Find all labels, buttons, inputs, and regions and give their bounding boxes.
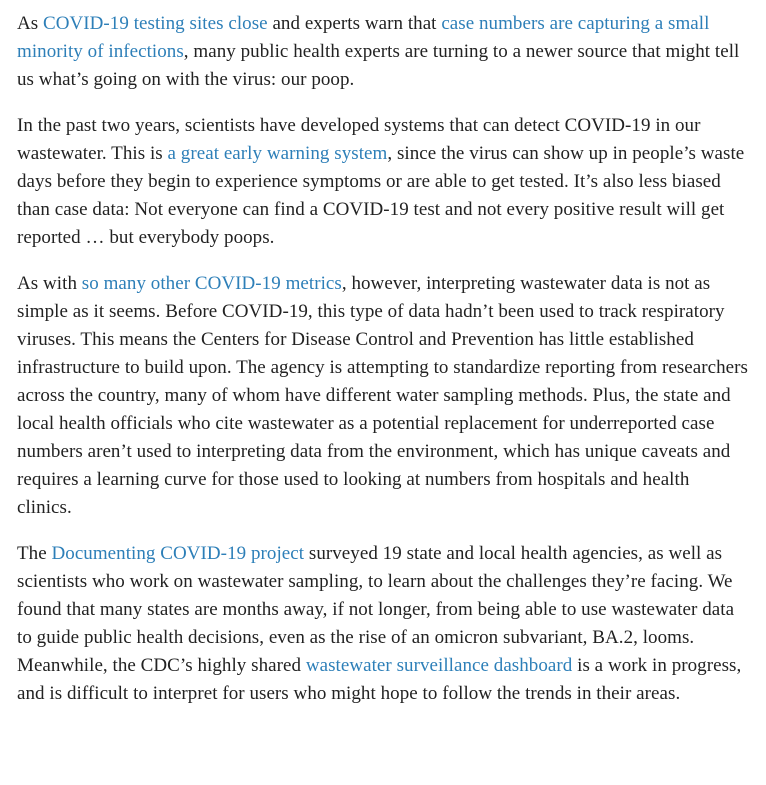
- text-segment: and experts warn that: [267, 13, 442, 34]
- text-segment: is a work in progress, and is difficult to interpret for users who might hope to follow the trends in their areas.: [17, 655, 742, 704]
- text-segment: , since the virus can show up in people’s waste days before they begin to experience symptoms or are able to get tested. It’s also less biased than case data: Not everyone can find a COVID-19 test and not every positive result will get reported … but everybody poops.: [17, 143, 745, 248]
- link-covid-testing-sites-close[interactable]: COVID-19 testing sites close: [43, 13, 268, 34]
- article-paragraph: [17, 112, 748, 252]
- text-segment: As with: [17, 273, 82, 294]
- text-segment: In the past two years, scientists have developed systems that can detect COVID-19 in our wastewater. This is: [17, 115, 701, 164]
- link-wastewater-dashboard[interactable]: wastewater surveillance dashboard: [305, 655, 573, 676]
- article-paragraph: [17, 540, 748, 708]
- link-other-covid-metrics[interactable]: so many other COVID-19 metrics: [81, 273, 342, 294]
- article-paragraph: [17, 10, 748, 94]
- text-segment: , however, interpreting wastewater data is not as simple as it seems. Before COVID-19, this type of data hadn’t been used to track respiratory viruses. This means the Centers for Disease Control and Prevention has little established infrastructure to build upon. The agency is attempting to standardize reporting from researchers across the country, many of whom have different water sampling methods. Plus, the state and local health officials who cite wastewater as a potential replacement for underreported case numbers aren’t used to interpreting data from the environment, which has unique caveats and requires a learning curve for those used to looking at numbers from hospitals and health clinics.: [17, 273, 748, 518]
- link-early-warning-system[interactable]: a great early warning system: [167, 143, 388, 164]
- link-case-numbers-minority[interactable]: case numbers are capturing a small minority of infections: [17, 13, 710, 62]
- text-segment: , many public health experts are turning to a newer source that might tell us what’s going on with the virus: our poop.: [17, 41, 740, 90]
- text-segment: The: [17, 543, 52, 564]
- article-paragraph: [17, 270, 748, 522]
- text-segment: As: [17, 13, 44, 34]
- link-documenting-covid-project[interactable]: Documenting COVID-19 project: [51, 543, 305, 564]
- text-segment: surveyed 19 state and local health agencies, as well as scientists who work on wastewater sampling, to learn about the challenges they’re facing. We found that many states are months away, if not longer, from being able to use wastewater data to guide public health decisions, even as the rise of an omicron subvariant, BA.2, looms. Meanwhile, the CDC’s highly shared: [17, 543, 735, 676]
